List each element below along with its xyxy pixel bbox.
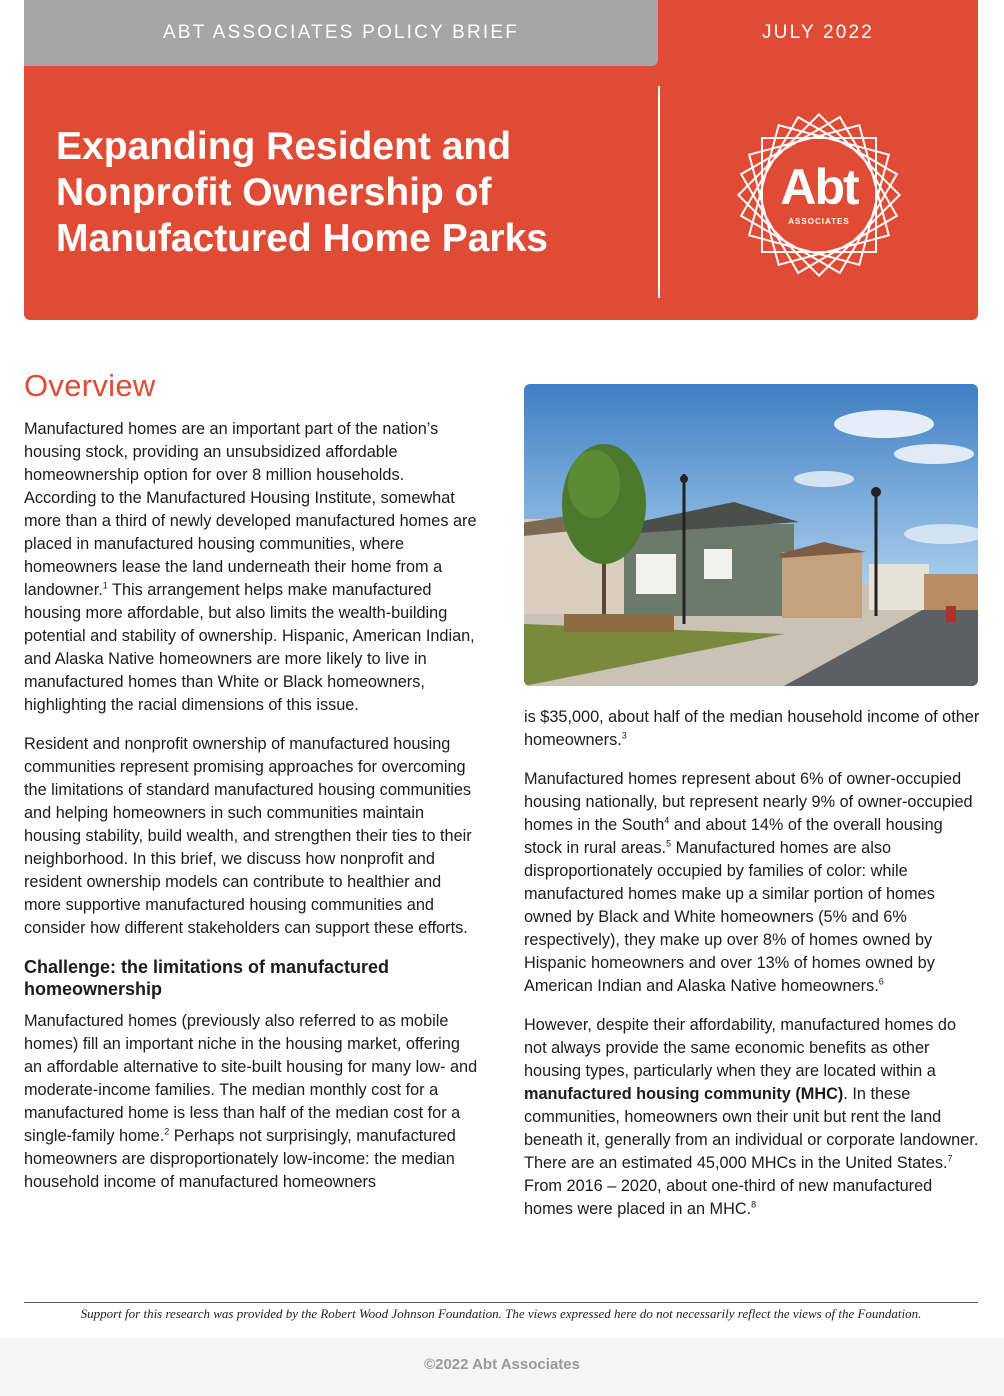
- challenge-heading: Challenge: the limitations of manufactured homeownership: [24, 957, 390, 999]
- overview-heading: Overview: [24, 368, 156, 403]
- footnote-4: 4: [664, 815, 670, 826]
- mhc-term: manufactured housing community (MHC): [524, 1085, 844, 1103]
- manufactured-homes-photo: [524, 384, 978, 686]
- abt-logo: [724, 100, 914, 290]
- overview-paragraph-1: Manufactured homes are an important part of the nation’s housing stock, providing an unsubsidized affordable homeownership option for over 8 million households. According to the Manufactured Housing Institute, somewhat more than a third of newly developed manufactured homes are placed in manufactured housing communities, where homeowners lease the land underneath their home from a landowner.$^1$ This arrangement helps make manufactured housing more affordable, but also limits the wealth-building potential and stability of ownership. Hispanic, American Indian, and Alaska Native homeowners are more likely to live in manufactured homes than White or Black homeowners, highlighting the racial dimensions of this issue.: [24, 420, 477, 714]
- footnote-1: 1: [102, 580, 108, 591]
- brief-label: ABT ASSOCIATES POLICY BRIEF: [162, 22, 520, 43]
- copyright: ©2022 Abt Associates: [424, 1356, 580, 1373]
- footnote-7: 7: [947, 1153, 953, 1164]
- right-column: [524, 706, 980, 1237]
- left-column: [24, 368, 480, 1210]
- logo-subtext: ASSOCIATES: [788, 217, 850, 226]
- challenge-paragraph-1: Manufactured homes (previously also referred to as mobile homes) fill an important niche in the housing market, offering an affordable alternative to site-built housing for many low- and moderate-income families. The median monthly cost for a manufactured home is less than half of the median cost for a single-family home.$^2$ Perhaps not surprisingly, manufactured homeowners are disproportionately low-income: the median household income of manufactured homeowners: [24, 1012, 478, 1191]
- footer-rule: [24, 1302, 978, 1303]
- funding-note: Support for this research was provided by the Robert Wood Johnson Foundation. The views expressed here do not necessarily reflect the views of the Foundation.: [80, 1306, 922, 1321]
- footnote-5: 5: [666, 838, 672, 849]
- income-paragraph: is $35,000, about half of the median household income of other homeowners.$^3$: [524, 708, 980, 749]
- footnote-3: 3: [621, 730, 627, 741]
- overview-paragraph-2: Resident and nonprofit ownership of manufactured housing communities represent promising approaches for overcoming the limitations of standard manufactured housing communities and helping homeowners in such communities maintain housing stability, build wealth, and strengthen their ties to their neighborhood. In this brief, we discuss how nonprofit and resident ownership models can contribute to healthier and more supportive manufactured housing communities and consider how different stakeholders can support these efforts.: [24, 735, 472, 937]
- footnote-2: 2: [164, 1126, 170, 1137]
- page-title: Expanding Resident and Nonprofit Ownership of Manufactured Home Parks: [56, 125, 548, 260]
- publication-date: JULY 2022: [761, 22, 875, 43]
- mhc-paragraph: However, despite their affordability, manufactured homes do not always provide the same economic benefits as other housing types, particularly when they are located within a manufactured housing community (MHC). In these communities, homeowners own their unit but rent the land beneath it, generally from an individual or corporate landowner. There are an estimated 45,000 MHCs in the United States.$^7$ From 2016 – 2020, about one-third of new manufactured homes were placed in an MHC.$^8$: [524, 1016, 979, 1218]
- logo-wordmark: Abt: [780, 159, 858, 215]
- footnote-8: 8: [751, 1199, 757, 1210]
- header-banner: [24, 0, 978, 320]
- header-divider: [658, 86, 660, 298]
- footnote-6: 6: [878, 976, 884, 987]
- share-paragraph: Manufactured homes represent about 6% of owner-occupied housing nationally, but represent nearly 9% of owner-occupied homes in the South$^4$ and about 14% of the overall housing stock in rural areas.$^5$ Manufactured homes are also disproportionately occupied by families of color: while manufactured homes make up a similar portion of homes owned by Black and White homeowners (5% and 6% respectively), they make up over 8% of homes owned by Hispanic homeowners and over 13% of homes owned by American Indian and Alaska Native homeowners.$^6$: [524, 770, 973, 995]
